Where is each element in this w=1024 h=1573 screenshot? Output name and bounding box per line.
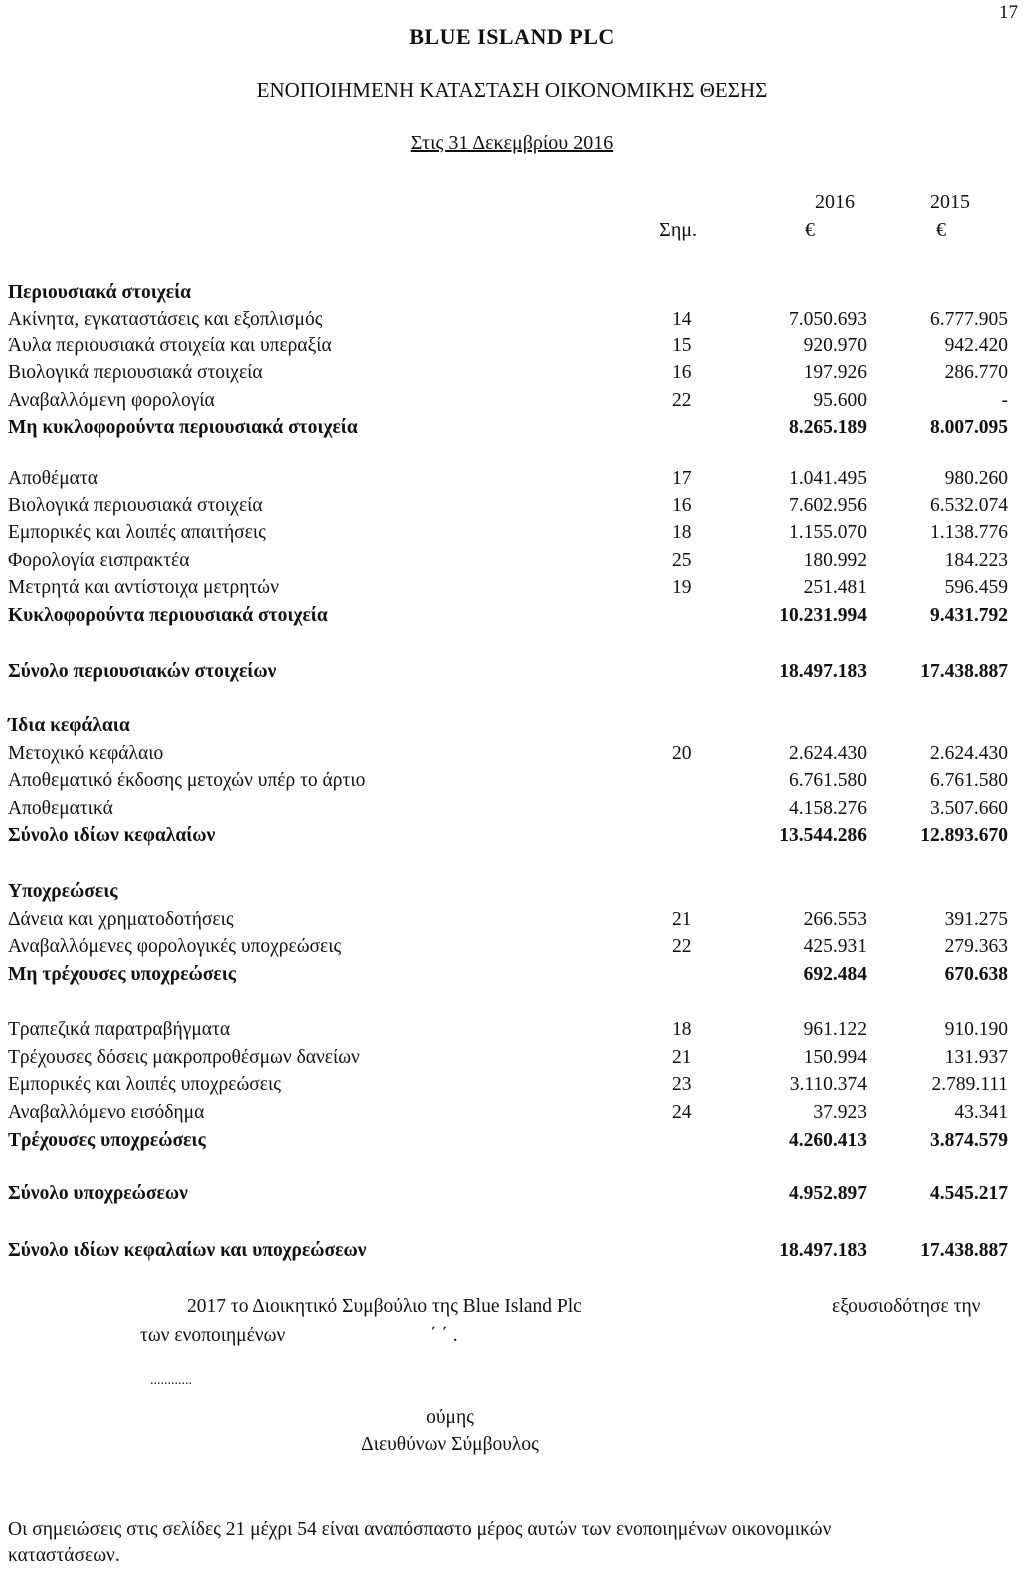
table-row	[8, 768, 1008, 794]
table-row	[8, 333, 1008, 359]
row-note: 18	[672, 1019, 692, 1040]
row-note: 22	[672, 390, 692, 411]
header-currency-2015: €	[936, 219, 946, 241]
row-label: Αναβαλλόμενη φορολογία	[8, 390, 215, 411]
row-value-2016: 37.923	[813, 1102, 867, 1123]
row-value-2016: 961.122	[803, 1019, 867, 1040]
row-value-2016: 1.041.495	[789, 468, 867, 489]
row-value-2016: 95.600	[813, 390, 867, 411]
row-value-2016: 18.497.183	[779, 1240, 867, 1261]
table-row	[8, 907, 1008, 933]
row-value-2015: 279.363	[944, 936, 1008, 957]
row-label: Αναβαλλόμενο εισόδημα	[8, 1102, 205, 1123]
table-row	[8, 1072, 1008, 1098]
row-label: Περιουσιακά στοιχεία	[8, 282, 192, 303]
row-label: Μη τρέχουσες υποχρεώσεις	[8, 964, 237, 985]
row-value-2015: 3.507.660	[930, 798, 1008, 819]
row-note: 23	[672, 1074, 692, 1095]
row-label: Αποθέματα	[8, 468, 98, 489]
row-label: Σύνολο ιδίων κεφαλαίων	[8, 825, 216, 846]
row-label: Σύνολο περιουσιακών στοιχείων	[8, 661, 277, 682]
row-label: Μετοχικό κεφάλαιο	[8, 743, 164, 764]
row-value-2015: 17.438.887	[920, 661, 1008, 682]
row-value-2016: 8.265.189	[789, 417, 867, 438]
row-note: 16	[672, 495, 692, 516]
row-label: Φορολογία εισπρακτέα	[8, 550, 190, 571]
header-note: Σημ.	[659, 219, 697, 241]
row-note: 25	[672, 550, 692, 571]
footnote-line-2: καταστάσεων.	[8, 1545, 120, 1566]
table-row	[8, 603, 1008, 629]
table-row	[8, 1017, 1008, 1043]
company-name: BLUE ISLAND PLC	[409, 24, 615, 49]
table-row	[8, 741, 1008, 767]
row-note: 21	[672, 1047, 692, 1068]
row-label: Ίδια κεφάλαια	[8, 715, 130, 736]
row-value-2016: 180.992	[803, 550, 867, 571]
row-value-2016: 920.970	[803, 335, 867, 356]
row-note: 19	[672, 577, 692, 598]
row-value-2016: 6.761.580	[789, 770, 867, 791]
row-label: Μη κυκλοφορούντα περιουσιακά στοιχεία	[8, 417, 358, 438]
statement-date: Στις 31 Δεκεμβρίου 2016	[410, 132, 614, 154]
row-label: Βιολογικά περιουσιακά στοιχεία	[8, 362, 263, 383]
row-value-2016: 197.926	[803, 362, 867, 383]
row-value-2016: 150.994	[803, 1047, 867, 1068]
row-value-2015: 942.420	[944, 335, 1008, 356]
row-label: Αναβαλλόμενες φορολογικές υποχρεώσεις	[8, 936, 342, 957]
row-label: Εμπορικές και λοιπές υποχρεώσεις	[8, 1074, 281, 1095]
table-row	[8, 415, 1008, 441]
row-value-2016: 4.952.897	[789, 1183, 867, 1204]
row-label: Τρέχουσες υποχρεώσεις	[8, 1130, 206, 1151]
row-value-2015: 8.007.095	[930, 417, 1008, 438]
row-value-2015: 980.260	[944, 468, 1008, 489]
signature-dots: ............	[150, 1373, 192, 1388]
row-value-2016: 1.155.070	[789, 522, 867, 543]
row-note: 14	[672, 309, 692, 330]
row-label: Εμπορικές και λοιπές απαιτήσεις	[8, 522, 266, 543]
row-value-2016: 692.484	[803, 964, 867, 985]
row-value-2015: 670.638	[944, 964, 1008, 985]
row-note: 16	[672, 362, 692, 383]
header-year-2016: 2016	[815, 191, 855, 213]
row-value-2016: 266.553	[803, 909, 867, 930]
row-label: Βιολογικά περιουσιακά στοιχεία	[8, 495, 263, 516]
row-value-2016: 4.158.276	[789, 798, 867, 819]
row-value-2015: 6.761.580	[930, 770, 1008, 791]
row-value-2016: 10.231.994	[779, 605, 867, 626]
table-row	[8, 1045, 1008, 1071]
row-note: 18	[672, 522, 692, 543]
row-value-2015: 391.275	[944, 909, 1008, 930]
table-row	[8, 1128, 1008, 1154]
row-label: Τραπεζικά παρατραβήγματα	[8, 1019, 231, 1040]
table-row	[8, 962, 1008, 988]
row-value-2015: 286.770	[944, 362, 1008, 383]
table-row	[8, 493, 1008, 519]
row-label: Μετρητά και αντίστοιχα μετρητών	[8, 577, 279, 598]
row-value-2015: 3.874.579	[930, 1130, 1008, 1151]
row-value-2015: 43.341	[954, 1102, 1008, 1123]
row-value-2015: 6.777.905	[930, 309, 1008, 330]
row-value-2016: 7.050.693	[789, 309, 867, 330]
table-row	[8, 879, 1008, 905]
row-value-2015: 1.138.776	[930, 522, 1008, 543]
header-year-2015: 2015	[930, 191, 970, 213]
table-row	[8, 575, 1008, 601]
table-row	[8, 934, 1008, 960]
table-row	[8, 548, 1008, 574]
row-value-2015: 9.431.792	[930, 605, 1008, 626]
row-label: Ακίνητα, εγκαταστάσεις και εξοπλισμός	[8, 309, 323, 330]
table-row	[8, 520, 1008, 546]
statement-title: ΕΝΟΠΟΙΗΜΕΝΗ ΚΑΤΑΣΤΑΣΗ ΟΙΚΟΝΟΜΙΚΗΣ ΘΕΣΗΣ	[256, 78, 768, 102]
approval-text-line2: των ενοποιημένων	[140, 1325, 286, 1346]
row-value-2016: 18.497.183	[779, 661, 867, 682]
row-value-2015: 910.190	[944, 1019, 1008, 1040]
row-value-2015: 4.545.217	[930, 1183, 1008, 1204]
table-row	[8, 796, 1008, 822]
row-value-2015: 6.532.074	[930, 495, 1008, 516]
row-value-2015: 2.789.111	[931, 1074, 1008, 1095]
page-number: 17	[999, 2, 1018, 23]
row-note: 24	[672, 1102, 692, 1123]
row-label: Άυλα περιουσιακά στοιχεία και υπεραξία	[8, 335, 332, 356]
row-value-2015: 596.459	[944, 577, 1008, 598]
header-currency-2016: €	[805, 219, 815, 241]
row-label: Τρέχουσες δόσεις μακροπροθέσμων δανείων	[8, 1047, 360, 1068]
row-note: 17	[672, 468, 692, 489]
table-row	[8, 659, 1008, 685]
row-note: 20	[672, 743, 692, 764]
row-value-2016: 3.110.374	[789, 1074, 867, 1095]
table-row	[8, 360, 1008, 386]
table-row	[8, 307, 1008, 333]
row-value-2016: 7.602.956	[789, 495, 867, 516]
table-row	[8, 388, 1008, 414]
approval-text-marks: ΄ ΄ .	[430, 1325, 458, 1346]
table-row	[8, 1238, 1008, 1264]
row-value-2015: 184.223	[944, 550, 1008, 571]
row-label: Σύνολο ιδίων κεφαλαίων και υποχρεώσεων	[8, 1240, 367, 1261]
row-value-2016: 251.481	[803, 577, 867, 598]
table-row	[8, 713, 1008, 739]
row-value-2015: 17.438.887	[920, 1240, 1008, 1261]
row-label: Υποχρεώσεις	[8, 881, 118, 902]
approval-text-left: 2017 το Διοικητικό Συμβούλιο της Blue Island Plc	[187, 1296, 582, 1317]
table-row	[8, 280, 1008, 306]
row-value-2015: 2.624.430	[930, 743, 1008, 764]
row-label: Σύνολο υποχρεώσεων	[8, 1183, 188, 1204]
approval-text-right: εξουσιοδότησε την	[832, 1296, 981, 1317]
row-value-2016: 425.931	[803, 936, 867, 957]
signer-role: Διευθύνων Σύμβουλος	[361, 1434, 539, 1455]
row-label: Κυκλοφορούντα περιουσιακά στοιχεία	[8, 605, 328, 626]
row-note: 21	[672, 909, 692, 930]
row-label: Αποθεματικό έκδοσης μετοχών υπέρ το άρτιο	[8, 770, 366, 791]
row-value-2015: -	[1001, 390, 1008, 411]
row-value-2015: 131.937	[944, 1047, 1008, 1068]
table-row	[8, 1100, 1008, 1126]
row-note: 22	[672, 936, 692, 957]
signer-name: ούμης	[426, 1407, 474, 1428]
row-value-2016: 4.260.413	[789, 1130, 867, 1151]
row-label: Αποθεματικά	[8, 798, 113, 819]
row-value-2016: 13.544.286	[779, 825, 867, 846]
table-row	[8, 1181, 1008, 1207]
table-row	[8, 466, 1008, 492]
row-label: Δάνεια και χρηματοδοτήσεις	[8, 909, 234, 930]
footnote-line-1: Οι σημειώσεις στις σελίδες 21 μέχρι 54 είναι αναπόσπαστο μέρος αυτών των ενοποιημένων οικονομικών	[8, 1519, 832, 1540]
row-note: 15	[672, 335, 692, 356]
row-value-2016: 2.624.430	[789, 743, 867, 764]
row-value-2015: 12.893.670	[920, 825, 1008, 846]
table-row	[8, 823, 1008, 849]
